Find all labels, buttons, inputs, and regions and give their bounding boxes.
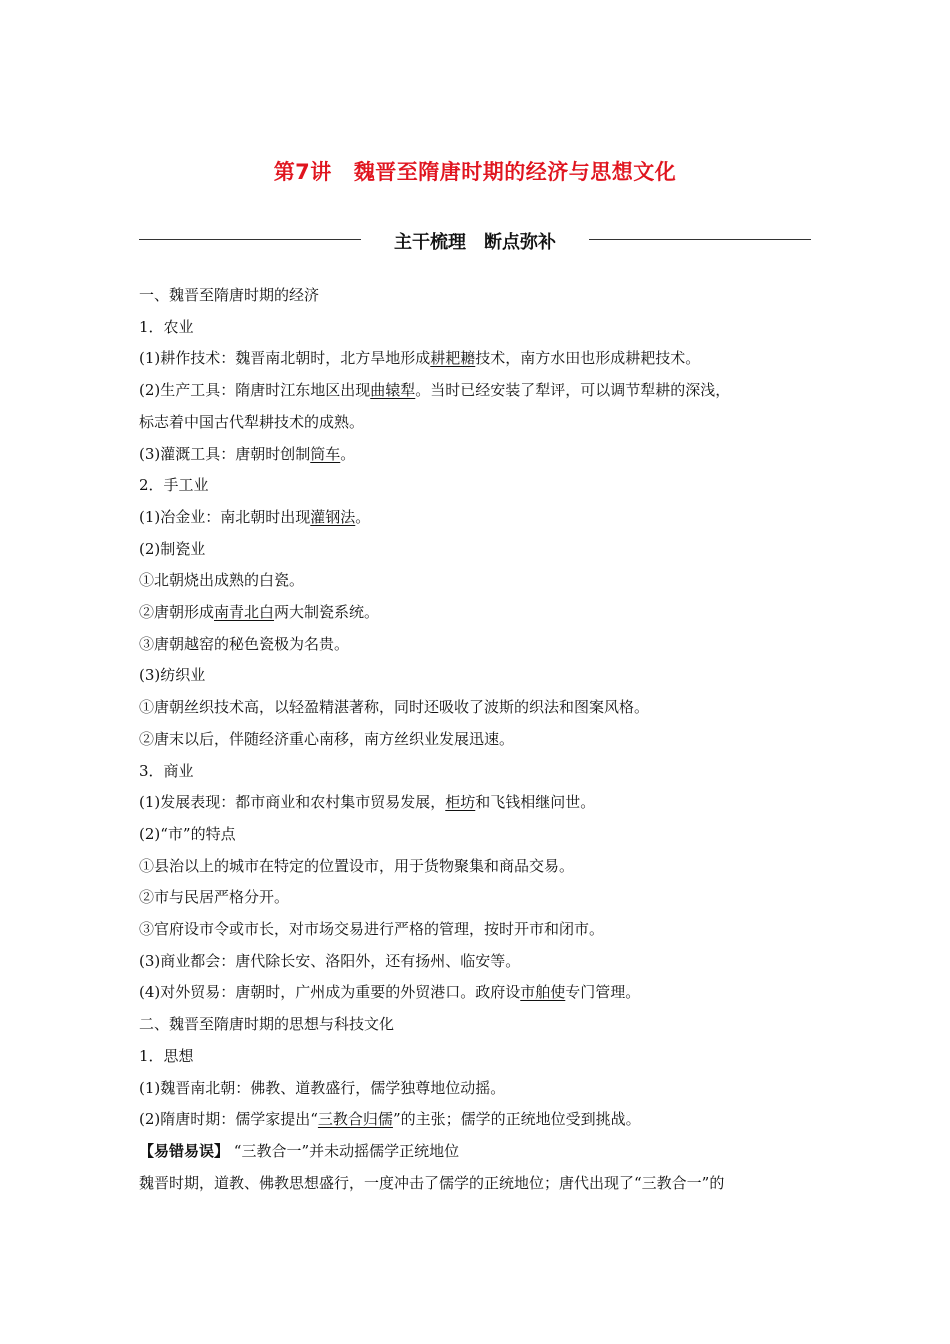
text-line <box>139 1136 819 1168</box>
key-term: 柜坊 <box>445 793 476 812</box>
text-line <box>139 946 819 978</box>
key-term: 曲辕犁 <box>370 381 416 400</box>
text-segment: 一、魏晋至隋唐时期的经济 <box>139 286 320 304</box>
text-segment: (1)魏晋南北朝：佛教、道教盛行，儒学独尊地位动摇。 <box>139 1078 506 1097</box>
text-segment: (3)纺织业 <box>139 666 206 685</box>
text-segment: (2)生产工具：隋唐时江东地区出现 <box>139 381 371 400</box>
text-line <box>139 629 819 661</box>
key-term: 三教合归儒 <box>317 1110 393 1129</box>
text-segment: 专门管理。 <box>565 983 641 1002</box>
text-segment: 1．思想 <box>139 1046 194 1065</box>
text-line <box>139 280 819 312</box>
text-segment: ②唐末以后，伴随经济重心南移，南方丝织业发展迅速。 <box>139 729 515 748</box>
text-line <box>139 312 819 344</box>
text-line <box>139 565 819 597</box>
key-term: 筒车 <box>310 444 341 463</box>
text-segment: ②市与民居严格分开。 <box>139 888 290 907</box>
text-segment: (2)“市”的特点 <box>139 824 236 843</box>
text-segment: (4)对外贸易：唐朝时，广州成为重要的外贸港口。政府设 <box>139 983 521 1002</box>
text-line <box>139 375 819 407</box>
text-line <box>139 692 819 724</box>
text-segment: 和飞钱相继问世。 <box>475 793 596 812</box>
text-segment: ①县治以上的城市在特定的位置设市，用于货物聚集和商品交易。 <box>139 856 575 875</box>
lecture-number: 第7讲 <box>273 160 332 184</box>
text-segment: (3)商业都会：唐代除长安、洛阳外，还有扬州、临安等。 <box>139 951 521 970</box>
text-segment: ”的主张；儒学的正统地位受到挑战。 <box>392 1110 641 1129</box>
text-line <box>139 439 819 471</box>
text-line <box>139 1041 819 1073</box>
section-label <box>139 228 811 254</box>
page-title <box>0 156 950 186</box>
text-line <box>139 534 819 566</box>
section-part2: 断点弥补 <box>484 232 556 253</box>
text-segment: (2)隋唐时期：儒学家提出“ <box>139 1110 318 1129</box>
text-segment: 1．农业 <box>139 317 194 336</box>
text-line <box>139 1009 819 1041</box>
text-segment: ②唐朝形成 <box>139 603 215 622</box>
text-segment: (1)耕作技术：魏晋南北朝时，北方旱地形成 <box>139 349 431 368</box>
text-line <box>139 977 819 1009</box>
text-line <box>139 1073 819 1105</box>
text-line <box>139 407 819 439</box>
text-segment: (2)制瓷业 <box>139 539 206 558</box>
text-line <box>139 882 819 914</box>
text-segment: 标志着中国古代犁耕技术的成熟。 <box>139 412 365 431</box>
text-segment: (1)发展表现：都市商业和农村集市贸易发展， <box>139 793 446 812</box>
text-segment: 魏晋时期，道教、佛教思想盛行，一度冲击了儒学的正统地位；唐代出现了“三教合一”的 <box>139 1173 725 1192</box>
text-line <box>139 502 819 534</box>
text-segment: 2．手工业 <box>139 476 209 495</box>
lecture-title: 魏晋至隋唐时期的经济与思想文化 <box>353 160 677 184</box>
text-segment: ③唐朝越窑的秘色瓷极为名贵。 <box>139 634 350 653</box>
text-line <box>139 597 819 629</box>
text-line <box>139 914 819 946</box>
text-segment: 3．商业 <box>139 761 194 780</box>
text-segment: “三教合一”并未动摇儒学正统地位 <box>229 1141 460 1160</box>
key-term: 市舶使 <box>520 983 566 1002</box>
text-segment: 技术，南方水田也形成耕耙技术。 <box>475 349 701 368</box>
text-line <box>139 660 819 692</box>
text-line <box>139 343 819 375</box>
tip-label: 【易错易误】 <box>139 1141 230 1160</box>
text-line <box>139 851 819 883</box>
text-segment: ③官府设市令或市长，对市场交易进行严格的管理，按时开市和闭市。 <box>139 920 605 939</box>
text-line <box>139 1104 819 1136</box>
key-term: 灌钢法 <box>310 507 356 526</box>
section-part1: 主干梳理 <box>394 232 466 253</box>
text-segment: (3)灌溉工具：唐朝时创制 <box>139 444 311 463</box>
text-segment: ①北朝烧出成熟的白瓷。 <box>139 571 305 590</box>
text-segment: 二、魏晋至隋唐时期的思想与科技文化 <box>139 1015 395 1034</box>
document-body <box>139 280 819 1199</box>
text-segment: ①唐朝丝织技术高，以轻盈精湛著称，同时还吸收了波斯的织法和图案风格。 <box>139 698 650 717</box>
text-segment: 。 <box>355 507 371 526</box>
text-line <box>139 470 819 502</box>
text-line <box>139 1168 819 1200</box>
text-line <box>139 819 819 851</box>
text-segment: (1)冶金业：南北朝时出现 <box>139 507 311 526</box>
key-term: 耕耙耱 <box>430 349 476 368</box>
text-line <box>139 787 819 819</box>
text-line <box>139 724 819 756</box>
key-term: 南青北白 <box>214 603 275 622</box>
text-line <box>139 756 819 788</box>
text-segment: 。 <box>340 444 356 463</box>
text-segment: 两大制瓷系统。 <box>274 603 380 622</box>
section-header <box>139 228 811 252</box>
text-segment: 。当时已经安装了犁评，可以调节犁耕的深浅， <box>415 381 731 400</box>
